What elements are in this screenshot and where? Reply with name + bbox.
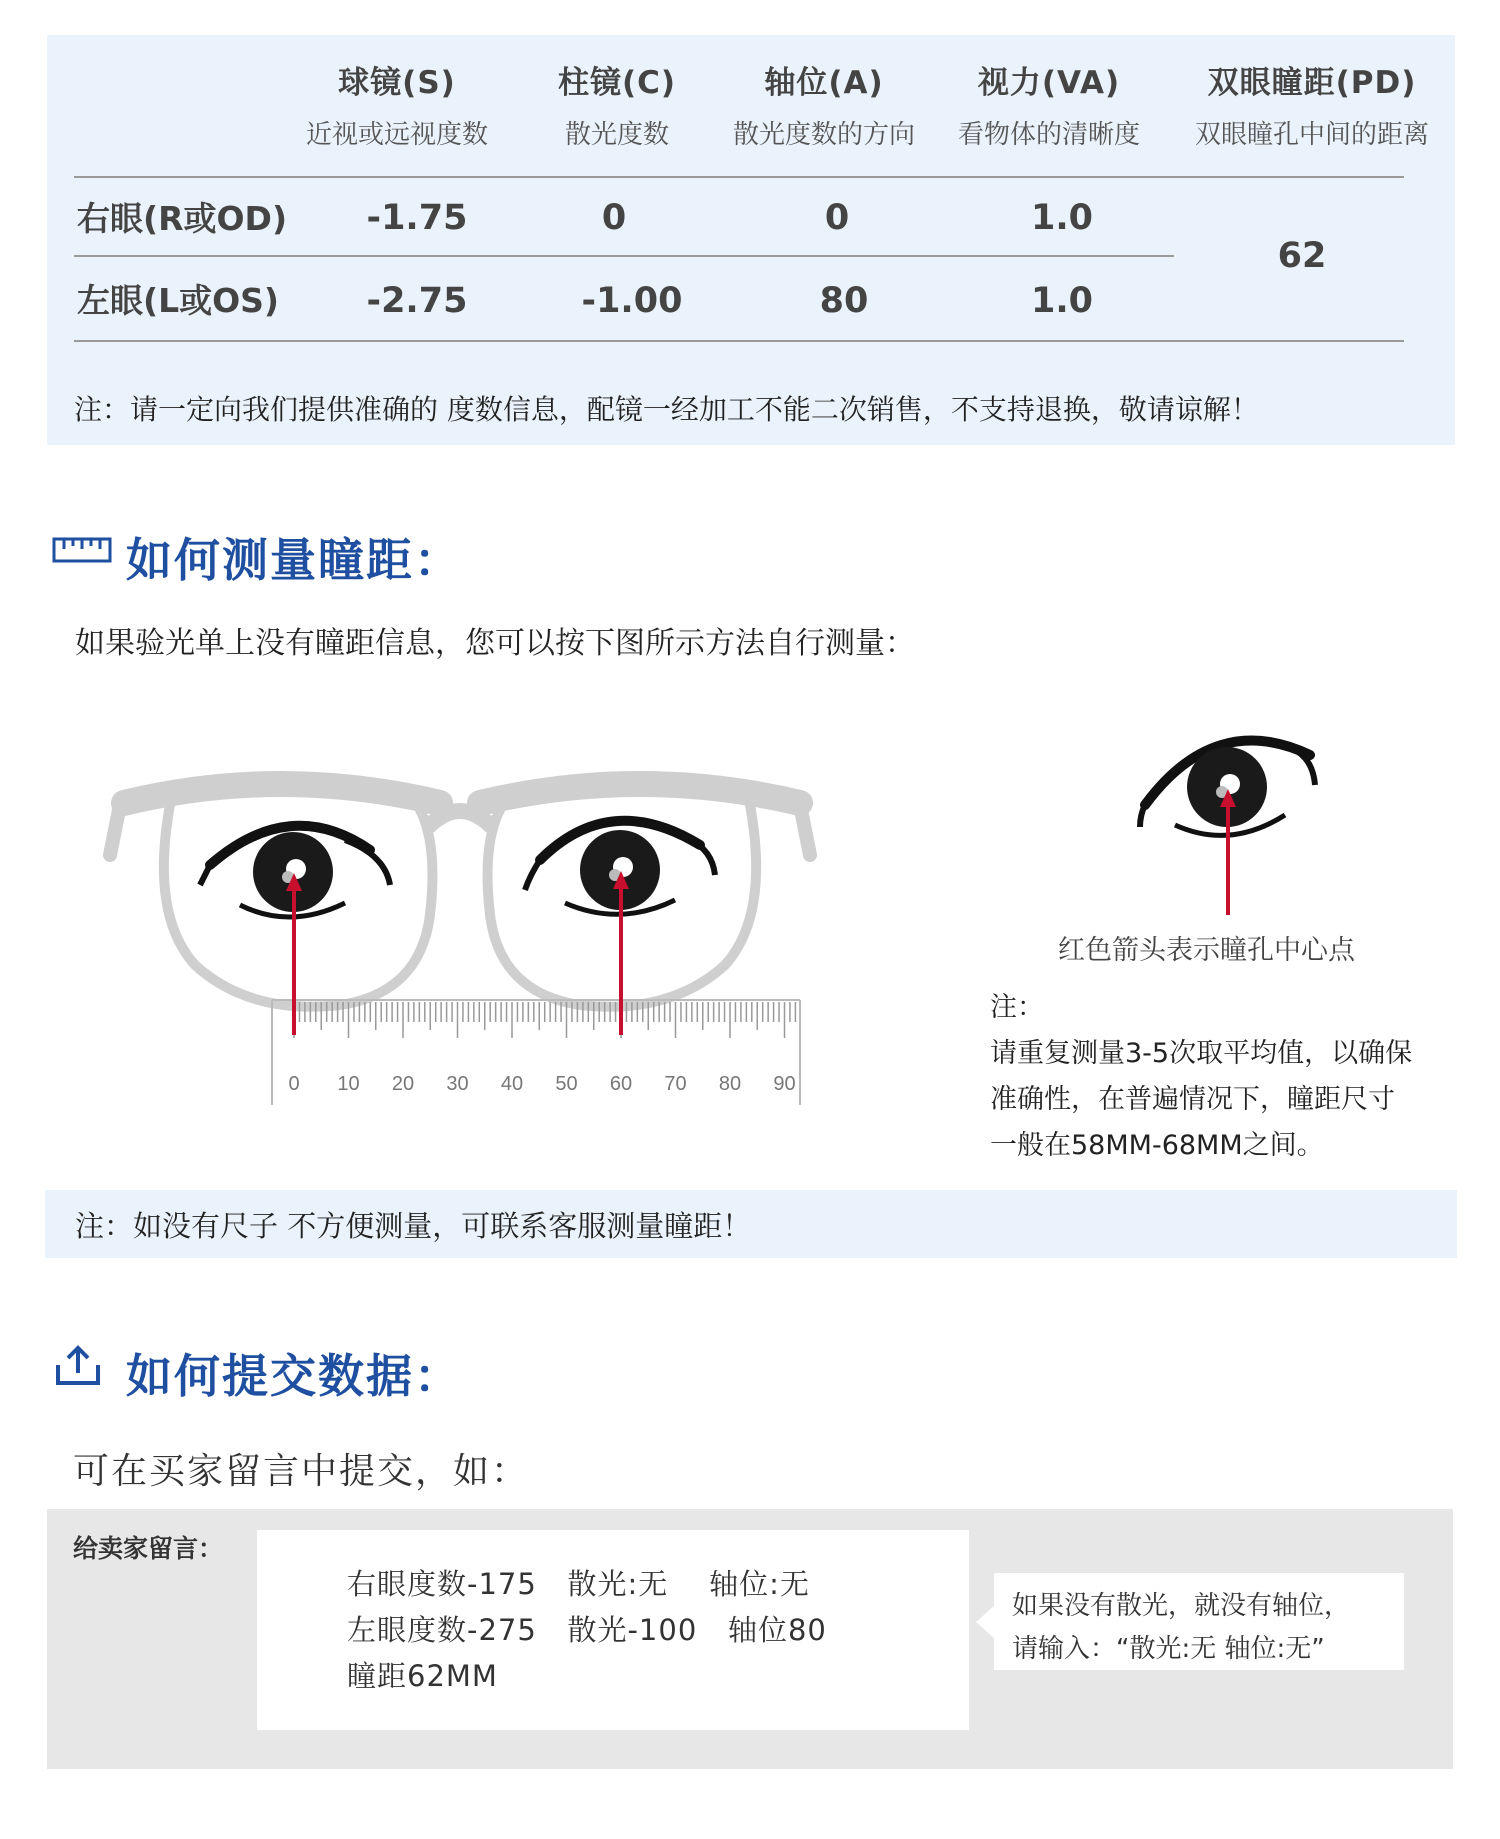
header-sub: 双眼瞳孔中间的距离: [1194, 120, 1429, 150]
contact-service-note: 注：如没有尺子 不方便测量，可联系客服测量瞳距！: [75, 1209, 752, 1243]
message-line: 左眼度数-275 散光-100 轴位80: [347, 1613, 827, 1647]
ruler-tick-label: 60: [609, 1073, 633, 1095]
right-cylinder: 0: [601, 198, 627, 238]
right-axis: 0: [824, 198, 850, 238]
header-title: 轴位(A): [764, 65, 884, 101]
left-cylinder: -1.00: [581, 281, 683, 321]
arrow-caption: 红色箭头表示瞳孔中心点: [1058, 935, 1355, 966]
table-rule-top: [74, 176, 1404, 178]
message-example-panel: [47, 1509, 1453, 1769]
rx-note: 注：请一定向我们提供准确的 度数信息，配镜一经加工不能二次销售，不支持退换，敬请谅解！: [74, 393, 1259, 426]
header-va: [939, 57, 1159, 151]
ruler-tick-label: 40: [500, 1073, 524, 1095]
ruler-tick-label: 10: [337, 1073, 360, 1095]
row-label-left-eye: 左眼(L或OS): [77, 281, 280, 320]
pd-measure-diagram: [100, 735, 820, 1115]
ruler-tick-label: 90: [773, 1073, 796, 1095]
ruler: [272, 1000, 800, 1105]
message-label: 给卖家留言：: [73, 1534, 224, 1563]
message-box: [257, 1530, 969, 1730]
header-cylinder: [537, 57, 697, 151]
ruler-tick-label: 70: [664, 1073, 687, 1095]
ruler-tick-label: 0: [288, 1073, 300, 1095]
pd-value: 62: [1277, 236, 1327, 276]
note-line: 准确性，在普遍情况下，瞳距尺寸: [990, 1084, 1395, 1115]
header-sub: 散光度数: [564, 120, 669, 150]
ruler-tick-label: 30: [446, 1073, 469, 1095]
message-line: 右眼度数-175 散光:无 轴位:无: [347, 1567, 810, 1601]
contact-service-bar: [45, 1190, 1457, 1258]
header-sub: 近视或远视度数: [305, 120, 488, 150]
ruler-tick-label: 20: [391, 1073, 415, 1095]
tip-line: 如果没有散光，就没有轴位，: [1012, 1591, 1351, 1621]
row-label-right-eye: 右眼(R或OD): [77, 199, 288, 238]
note-line: 请重复测量3-5次取平均值，以确保: [990, 1038, 1413, 1069]
table-rule-bottom: [74, 340, 1404, 342]
tip-line: 请输入：“散光:无 轴位:无”: [1012, 1634, 1325, 1664]
glasses-frame: [110, 784, 810, 1007]
left-axis: 80: [819, 281, 869, 321]
header-title: 视力(VA): [977, 65, 1121, 101]
tip-box: [994, 1573, 1404, 1670]
left-sphere: -2.75: [366, 281, 468, 321]
ruler-tick-label: 80: [718, 1073, 742, 1095]
measure-note: [990, 985, 1412, 1169]
header-title: 双眼瞳距(PD): [1207, 65, 1417, 101]
header-pd: [1177, 57, 1447, 151]
header-title: 柱镜(C): [557, 65, 677, 101]
submit-intro: 可在买家留言中提交，如：: [73, 1451, 530, 1492]
prescription-table: [47, 35, 1455, 445]
ruler-tick-label: 50: [555, 1073, 578, 1095]
left-va: 1.0: [1030, 281, 1093, 321]
measure-intro: 如果验光单上没有瞳距信息，您可以按下图所示方法自行测量：: [75, 626, 915, 661]
note-title: 注：: [990, 992, 1044, 1023]
right-sphere: -1.75: [366, 198, 468, 238]
header-sphere: [287, 57, 507, 151]
submit-title: 如何提交数据：: [126, 1349, 462, 1403]
message-line: 瞳距62MM: [347, 1659, 498, 1693]
header-title: 球镜(S): [338, 65, 456, 101]
header-sub: 散光度数的方向: [732, 120, 915, 150]
ruler-icon: [52, 535, 112, 565]
table-rule-mid: [74, 255, 1174, 257]
tip-pointer: [976, 1606, 994, 1638]
upload-icon: [54, 1343, 102, 1387]
single-eye-diagram: [1135, 715, 1325, 925]
note-line: 一般在58MM-68MM之间。: [990, 1130, 1324, 1161]
right-va: 1.0: [1030, 198, 1093, 238]
measure-title: 如何测量瞳距：: [126, 533, 462, 587]
header-axis: [714, 57, 934, 151]
header-sub: 看物体的清晰度: [957, 120, 1140, 150]
